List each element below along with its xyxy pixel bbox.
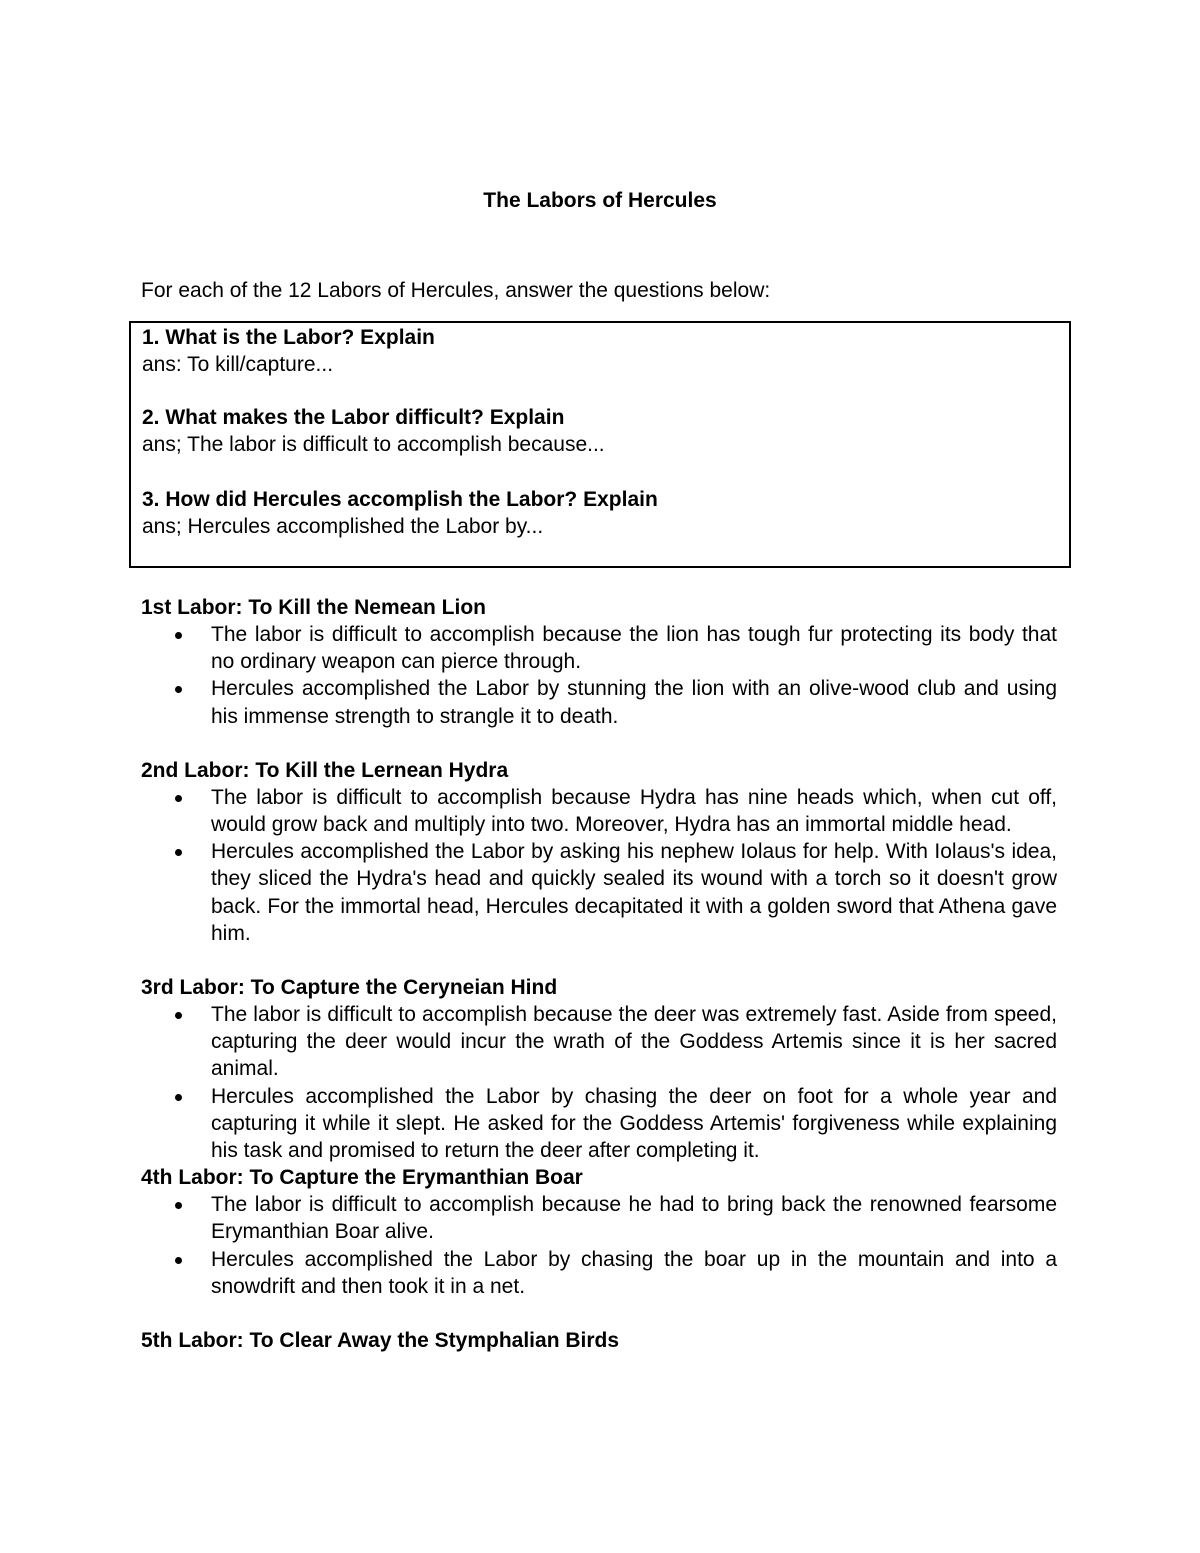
bullet-icon [175,686,182,693]
question-block-2 [131,404,605,458]
question-block-3 [131,486,658,540]
question-1: 1. What is the Labor? Explain [142,326,435,349]
paragraph-spacer [141,947,1057,974]
list-item-text: The labor is difficult to accomplish because Hydra has nine heads which, when cut off, would grow back and multiply into two. Moreover, Hydra has an immortal middle head. [211,785,1057,837]
bullet-list [141,621,1057,730]
list-item-text: Hercules accomplished the Labor by chasing the deer on foot for a whole year and capturing it while it slept. He asked for the Goddess Artemis' forgiveness while explaining his task and promised to return the deer after completing it. [211,1084,1057,1163]
labor-heading: 3rd Labor: To Capture the Ceryneian Hind [141,976,558,1000]
question-2: 2. What makes the Labor difficult? Explain [142,406,565,429]
list-item-text: The labor is difficult to accomplish because the deer was extremely fast. Aside from speed, capturing the deer would incur the wrath of the Goddess Artemis since it is her sacred animal. [211,1003,1057,1081]
bullet-icon [175,795,182,802]
paragraph-spacer [141,730,1057,757]
labors-section [141,594,1057,1354]
bullet-list [141,1001,1057,1164]
questions-box [129,321,1071,568]
labor-1 [141,594,1057,730]
bullet-icon [175,849,182,856]
list-item [141,784,1057,838]
list-item [141,1246,1057,1300]
list-item-text: Hercules accomplished the Labor by stunning the lion with an olive-wood club and using his immense strength to strangle it to death. [211,677,1057,728]
labor-5 [141,1327,1057,1354]
labor-3 [141,974,1057,1164]
labor-heading: 1st Labor: To Kill the Nemean Lion [141,596,486,619]
list-item [141,621,1057,675]
list-item-text: Hercules accomplished the Labor by chasing the boar up in the mountain and into a snowdrift and then took it in a net. [211,1247,1057,1298]
list-item-text: The labor is difficult to accomplish because he had to bring back the renowned fearsome Erymanthian Boar alive. [211,1193,1057,1244]
list-item [141,1191,1057,1245]
bullet-list [141,784,1057,947]
list-item [141,1001,1057,1083]
labor-heading: 4th Labor: To Capture the Erymanthian Boar [141,1166,583,1190]
question-block-1 [131,324,435,378]
document-title: The Labors of Hercules [483,189,717,212]
labor-2 [141,757,1057,947]
question-3: 3. How did Hercules accomplish the Labor? Explain [142,488,658,511]
bullet-list [141,1191,1057,1300]
list-item [141,675,1057,729]
bullet-icon [175,632,182,639]
bullet-icon [175,1094,182,1101]
list-item [141,838,1057,947]
paragraph-spacer [141,1300,1057,1327]
labor-heading: 5th Labor: To Clear Away the Stymphalian Birds [141,1329,620,1353]
bullet-icon [175,1257,182,1264]
intro-text: For each of the 12 Labors of Hercules, answer the questions below: [141,279,771,302]
answer-template-3: ans; Hercules accomplished the Labor by... [142,515,544,538]
list-item-text: Hercules accomplished the Labor by asking his nephew Iolaus for help. With Iolaus's idea, they sliced the Hydra's head and quickly sealed its wound with a torch so it doesn't grow back. For the immortal head, Hercules decapitated it with a golden sword that Athena gave him. [211,840,1057,945]
answer-template-1: ans: To kill/capture... [142,353,334,376]
bullet-icon [175,1012,182,1019]
list-item-text: The labor is difficult to accomplish because the lion has tough fur protecting its body that no ordinary weapon can pierce through. [211,623,1057,674]
labor-4 [141,1164,1057,1300]
answer-template-2: ans; The labor is difficult to accomplish because... [142,433,605,456]
bullet-icon [175,1202,182,1209]
labor-heading: 2nd Labor: To Kill the Lernean Hydra [141,758,509,782]
list-item [141,1083,1057,1165]
